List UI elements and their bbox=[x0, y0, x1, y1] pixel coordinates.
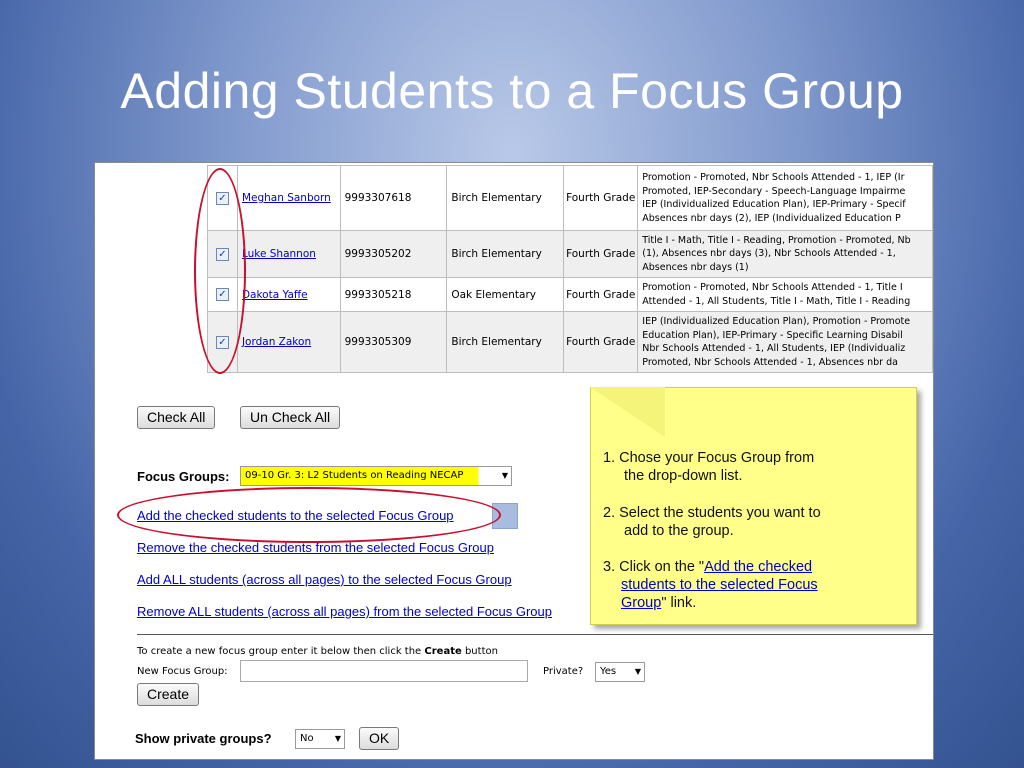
show-private-label: Show private groups? bbox=[135, 731, 272, 746]
student-grade: Fourth Grade bbox=[564, 312, 638, 373]
focus-group-selected-value: 09-10 Gr. 3: L2 Students on Reading NECAP bbox=[245, 470, 464, 481]
student-checkbox[interactable]: ✓ bbox=[216, 248, 229, 261]
divider bbox=[137, 634, 933, 635]
table-row bbox=[208, 231, 933, 278]
check-all-button[interactable]: Check All bbox=[137, 406, 215, 429]
student-programs: Promotion - Promoted, Nbr Schools Attended - 1, IEP (Ir Promoted, IEP-Secondary - Speech-Language Impairme IEP (Individualized Education Plan), IEP-Primary - Specif Absences nbr days (2), IEP (Individualized Education P bbox=[638, 166, 933, 231]
students-table bbox=[207, 165, 933, 373]
note-step3: 3. Click on the "Add the checked bbox=[603, 559, 813, 575]
private-select[interactable] bbox=[595, 662, 645, 682]
student-grade: Fourth Grade bbox=[564, 166, 638, 231]
note-link[interactable]: students to the selected Focus bbox=[621, 577, 818, 593]
note-link[interactable]: Add the checked bbox=[704, 559, 813, 575]
student-grade: Fourth Grade bbox=[564, 278, 638, 312]
note-step2: 2. Select the students you want to bbox=[603, 505, 821, 521]
add-link-highlight-oval bbox=[117, 487, 501, 543]
student-id: 9993305309 bbox=[340, 312, 447, 373]
student-checkbox[interactable]: ✓ bbox=[216, 336, 229, 349]
student-id: 9993305202 bbox=[340, 231, 447, 278]
table-row bbox=[208, 312, 933, 373]
screenshot-panel bbox=[94, 162, 934, 760]
student-id: 9993305218 bbox=[340, 278, 447, 312]
note-step1: 1. Chose your Focus Group from bbox=[603, 450, 815, 466]
chevron-down-icon: ▼ bbox=[634, 667, 641, 676]
ok-button[interactable]: OK bbox=[359, 727, 399, 750]
note-step2b: add to the group. bbox=[624, 523, 734, 539]
chevron-down-icon: ▼ bbox=[334, 734, 341, 743]
note-link[interactable]: Group bbox=[621, 595, 662, 611]
table-row bbox=[208, 278, 933, 312]
create-button[interactable]: Create bbox=[137, 683, 199, 706]
student-programs: Promotion - Promoted, Nbr Schools Attended - 1, Title I Attended - 1, All Students, Title I - Math, Title I - Reading bbox=[638, 278, 933, 312]
slide-title: Adding Students to a Focus Group bbox=[120, 63, 904, 119]
note-step1b: the drop-down list. bbox=[624, 468, 743, 484]
student-name-link[interactable]: Meghan Sanborn bbox=[241, 192, 331, 204]
remove-checked-link[interactable]: Remove the checked students from the selected Focus Group bbox=[137, 540, 494, 555]
focus-group-select[interactable] bbox=[240, 466, 512, 486]
student-school: Birch Elementary bbox=[447, 166, 564, 231]
student-id: 9993307618 bbox=[340, 166, 447, 231]
student-programs: Title I - Math, Title I - Reading, Promotion - Promoted, Nb (1), Absences nbr days (3), Nbr Schools Attended - 1, Absences nbr days (1) bbox=[638, 231, 933, 278]
student-grade: Fourth Grade bbox=[564, 231, 638, 278]
create-instruction: To create a new focus group enter it below then click the Create button bbox=[137, 646, 498, 657]
chevron-down-icon: ▼ bbox=[501, 471, 508, 480]
focus-groups-label: Focus Groups: bbox=[137, 469, 230, 484]
add-checked-link[interactable]: Add the checked students to the selected Focus Group bbox=[137, 508, 454, 523]
student-school: Birch Elementary bbox=[447, 312, 564, 373]
note-fold bbox=[590, 387, 665, 437]
student-checkbox[interactable]: ✓ bbox=[216, 192, 229, 205]
private-label: Private? bbox=[543, 666, 584, 677]
show-private-select[interactable] bbox=[295, 729, 345, 749]
student-name-link[interactable]: Jordan Zakon bbox=[241, 336, 312, 348]
private-selected-value: Yes bbox=[600, 666, 617, 677]
student-name-link[interactable]: Dakota Yaffe bbox=[241, 288, 308, 301]
student-checkbox[interactable]: ✓ bbox=[216, 288, 229, 301]
instruction-note: 1. Chose your Focus Group from the drop-down list. 2. Select the students you want to add to the group. 3. Click on the "Add the checked students to the selected Focus Group" link. bbox=[590, 387, 917, 625]
table-row bbox=[208, 166, 933, 231]
student-school: Oak Elementary bbox=[447, 278, 564, 312]
student-school: Birch Elementary bbox=[447, 231, 564, 278]
uncheck-all-button[interactable]: Un Check All bbox=[240, 406, 340, 429]
new-focus-group-input[interactable] bbox=[240, 660, 528, 682]
remove-all-link[interactable]: Remove ALL students (across all pages) from the selected Focus Group bbox=[137, 604, 552, 619]
show-private-value: No bbox=[300, 733, 314, 744]
student-name-link[interactable]: Luke Shannon bbox=[241, 248, 316, 260]
checkbox-highlight-oval bbox=[194, 168, 246, 374]
add-all-link[interactable]: Add ALL students (across all pages) to the selected Focus Group bbox=[137, 572, 512, 587]
new-focus-group-label: New Focus Group: bbox=[137, 666, 228, 677]
student-programs: IEP (Individualized Education Plan), Promotion - Promote Education Plan), IEP-Primary - Specific Learning Disabil Nbr Schools Attended - 1, All Students, IEP (Individualiz Promoted, Nbr Schools Attended - 1, Absences nbr da bbox=[638, 312, 933, 373]
